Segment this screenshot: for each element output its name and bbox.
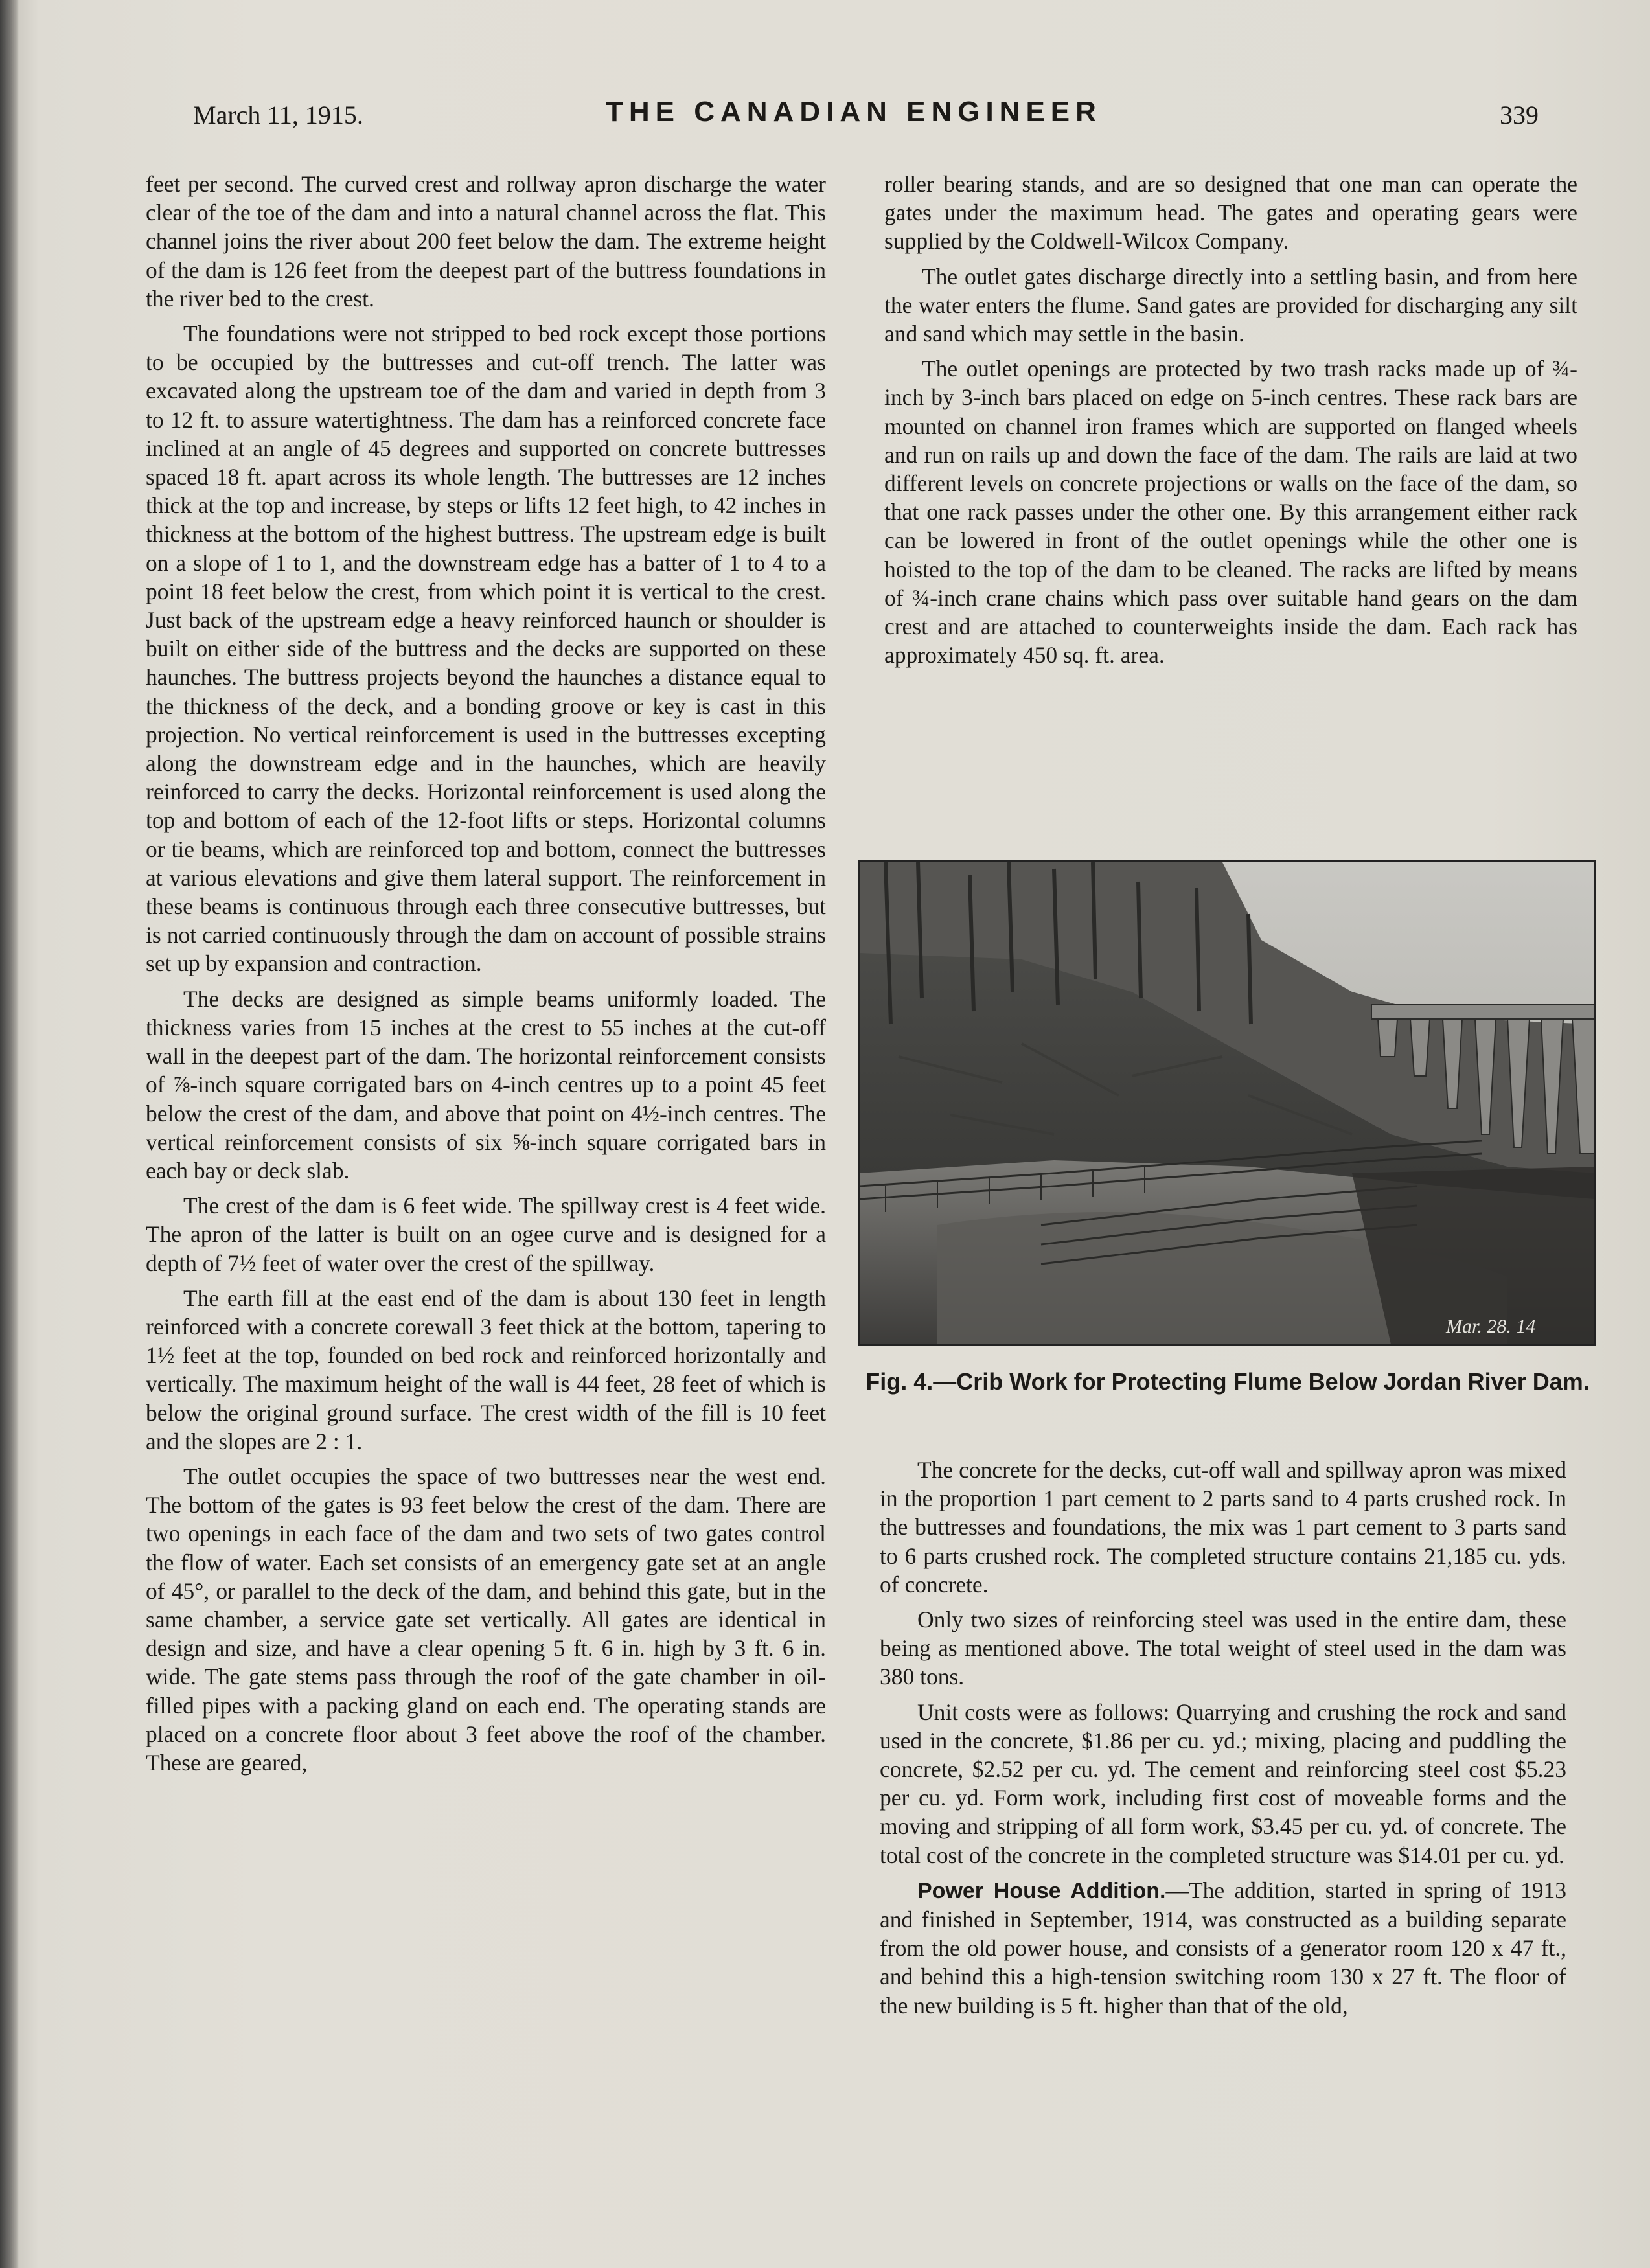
paragraph: The outlet occupies the space of two buttresses near the west end. The bottom of the gates is 93 feet below the crest of the dam. There are two openings in each face of the dam and two sets of two gates control the flow of water. Each set consists of an emergency gate set at an angle of 45°, or parallel to the deck of the dam, and behind this gate, but in the same chamber, a service gate set vertically. All gates are identical in design and size, and have a clear opening 5 ft. 6 in. high by 3 ft. 6 in. wide. The gate stems pass through the roof of the gate chamber in oil-filled pipes with a packing gland on each end. The operating stands are placed on a concrete floor about 3 feet above the roof of the chamber. These are geared, (146, 1463, 826, 1776)
right-column-bottom (880, 1456, 1566, 2025)
photo-illustration (860, 862, 1594, 1344)
header-date: March 11, 1915. (193, 100, 363, 130)
paragraph: The concrete for the decks, cut-off wall and spillway apron was mixed in the proportion 1 part cement to 2 parts sand to 4 parts crushed rock. In the buttresses and foundations, the mix was 1 part cement to 3 parts sand to 6 parts crushed rock. The completed structure contains 21,185 cu. yds. of concrete. (880, 1457, 1566, 1598)
page-binding-edge (0, 0, 18, 2268)
left-column (146, 170, 826, 2165)
figure-photo-crib-work (858, 860, 1596, 1346)
running-header (0, 91, 1650, 143)
paragraph: roller bearing stands, and are so designed that one man can operate the gates under the maximum head. The gates and operating gears were supplied by the Coldwell-Wilcox Company. (884, 171, 1577, 255)
right-column-top (884, 170, 1577, 674)
paragraph: The outlet gates discharge directly into a settling basin, and from here the water enters the flume. Sand gates are provided for discharging any silt and sand which may settle in the basin. (884, 263, 1577, 347)
paragraph: The crest of the dam is 6 feet wide. The spillway crest is 4 feet wide. The apron of the latter is built on an ogee curve and is designed for a depth of 7½ feet of water over the crest of the spillway. (146, 1193, 826, 1276)
figure-caption: Fig. 4.—Crib Work for Protecting Flume Below Jordan River Dam. (865, 1368, 1590, 1395)
header-publication-title: THE CANADIAN ENGINEER (606, 96, 1102, 128)
photo-date-stamp: Mar. 28. 14 (1446, 1316, 1536, 1337)
power-house-text: —The addition, started in spring of 1913 and finished in September, 1914, was constructed as a building separate from the old power house, and consists of a generator room 120 x 47 ft., and behind this a high-tension switching room 130 x 27 ft. The floor of the new building is 5 ft. higher than that of the old, (880, 1877, 1566, 2019)
section-run-in-heading: Power House Addition. (917, 1878, 1166, 1903)
paragraph: feet per second. The curved crest and rollway apron discharge the water clear of the toe of the dam and into a natural channel across the flat. This channel joins the river about 200 feet below the dam. The extreme height of the dam is 126 feet from the deepest part of the buttress foundations in the river bed to the crest. (146, 171, 826, 312)
power-house-paragraph (880, 1876, 1566, 2020)
paragraph: Only two sizes of reinforcing steel was used in the entire dam, these being as mentioned above. The total weight of steel used in the dam was 380 tons. (880, 1607, 1566, 1690)
paragraph: The foundations were not stripped to bed rock except those portions to be occupied by the buttresses and cut-off trench. The latter was excavated along the upstream toe of the dam and varied in depth from 3 to 12 ft. to assure watertightness. The dam has a reinforced concrete face inclined at an angle of 45 degrees and supported on concrete buttresses spaced 18 ft. apart across its whole length. The buttresses are 12 inches thick at the top and increase, by steps or lifts 12 feet high, to 42 inches in thickness at the bottom of the highest buttress. The upstream edge is built on a slope of 1 to 1, and the downstream edge has a batter of 1 to 4 to a point 18 feet below the crest, from which point it is vertical to the crest. Just back of the upstream edge a heavy reinforced haunch or shoulder is built on either side of the buttress and the decks are supported on these haunches. The buttress projects beyond the haunches a distance equal to the thickness of the deck, and a bonding groove or key is cast in this projection. No vertical reinforcement is used in the buttresses excepting along the downstream edge and in the haunches, which are heavily reinforced to carry the decks. Horizontal reinforcement is used along the top and bottom of each of the 12-foot lifts or steps. Horizontal columns or tie beams, which are reinforced top and bottom, connect the buttresses at various elevations and give them lateral support. The reinforcement in these beams is continuous through each three consecutive buttresses, but is not carried continuously through the dam on account of possible strains set up by expansion and contraction. (146, 321, 826, 977)
header-page-number: 339 (1500, 100, 1539, 130)
paragraph: The decks are designed as simple beams uniformly loaded. The thickness varies from 15 inches at the crest to 55 inches at the cut-off wall in the deepest part of the dam. The horizontal reinforcement consists of ⅞-inch square corrigated bars on 4-inch centres up to a point 45 feet below the crest of the dam, and above that point on 4½-inch centres. The vertical reinforcement consists of six ⅝-inch square corrigated bars in each bay or deck slab. (146, 985, 826, 1184)
paragraph: Unit costs were as follows: Quarrying and crushing the rock and sand used in the concrete, $1.86 per cu. yd.; mixing, placing and puddling the concrete, $2.52 per cu. yd. The cement and reinforcing steel cost $5.23 per cu. yd. Form work, including first cost of moveable forms and the moving and stripping of all form work, $3.45 per cu. yd. of concrete. The total cost of the concrete in the completed structure was $14.01 per cu. yd. (880, 1699, 1566, 1868)
paragraph: The earth fill at the east end of the dam is about 130 feet in length reinforced with a concrete corewall 3 feet thick at the bottom, tapering to 1½ feet at the top, founded on bed rock and reinforced horizontally and vertically. The maximum height of the wall is 44 feet, 28 feet of which is below the original ground surface. The crest width of the fill is 10 feet and the slopes are 2 : 1. (146, 1285, 826, 1454)
paragraph: The outlet openings are protected by two trash racks made up of ¾-inch by 3-inch bars placed on edge on 5-inch centres. These rack bars are mounted on channel iron frames which are supported on flanged wheels and run on rails up and down the face of the dam. The rails are laid at two different levels on concrete projections or walls on the face of the dam, so that one rack passes under the other one. By this arrangement either rack can be lowered in front of the outlet openings while the other one is hoisted to the top of the dam to be cleaned. The racks are lifted by means of ¾-inch crane chains which pass over suitable hand gears on the dam crest and are attached to counterweights inside the dam. Each rack has approximately 450 sq. ft. area. (884, 356, 1577, 669)
